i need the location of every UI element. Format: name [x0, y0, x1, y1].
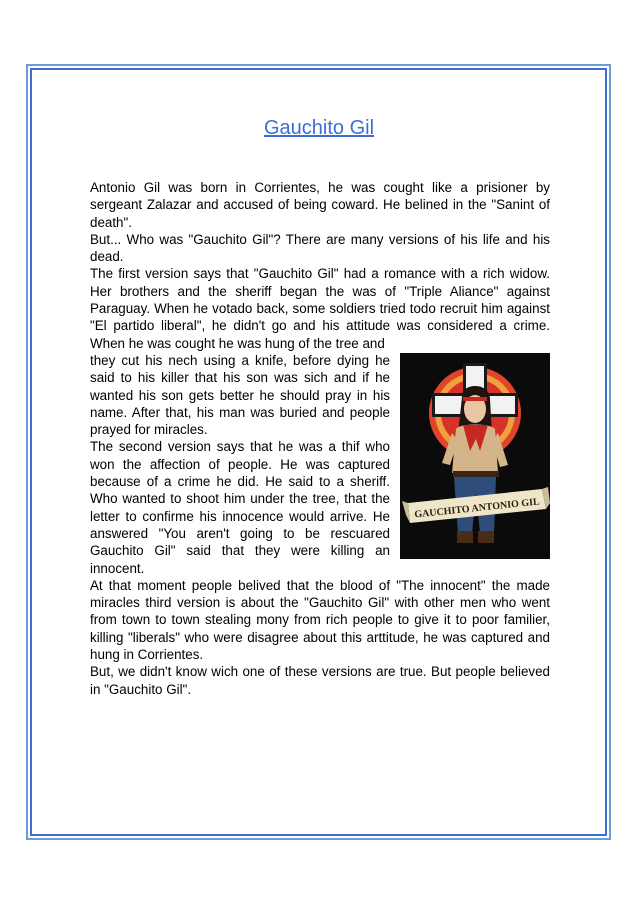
wrapped-section	[90, 352, 550, 577]
paragraph-1: Antonio Gil was born in Corrientes, he was cought like a prisioner by sergeant Zalazar and accused of being coward. He belined in the "Sanint of death".	[90, 180, 550, 230]
page-title: Gauchito Gil	[263, 117, 375, 139]
paragraph-3-start: The first version says that "Gauchito Gil" had a romance with a rich widow. Her brothers and the sheriff began the was of "Triple Aliance" against Paraguay. When he votado back, some soldiers tried todo recruit him against "El partido liberal", he didn't go and his attitude was considered a crime. When he was cought he was hung of the tree and	[90, 266, 550, 351]
paragraph-6: But, we didn't know wich one of these versions are true. But people believed in "Gauchito Gil".	[90, 664, 550, 697]
image-caption: GAUCHITO ANTONIO GIL	[413, 496, 541, 521]
gauchito-gil-image	[400, 353, 550, 559]
paragraph-3-container	[90, 265, 550, 351]
paragraph-2: But... Who was "Gauchito Gil"? There are many versions of his life and his dead.	[90, 231, 550, 265]
paragraph-5: At that moment people belived that the blood of "The innocent" the made miracles third version is about the "Gauchito Gil" with other men who went from town to town stealing mony from rich people to give it to poor familier, killing "liberals" who were disagree about this arttitude, he was captured and hung in Corrientes.	[90, 577, 550, 663]
paragraph-4: The second version says that he was a thif who won the affection of people. He was captured because of a crime he did. He said to a sheriff. Who wanted to shoot him under the tree, that the letter to confirme his innocence would arrive. He answered "You aren't going to be rescuared Gauchito Gil" said that they were killing an innocent.	[90, 439, 390, 576]
gauchito-gil-illustration	[400, 353, 550, 559]
paragraph-3-end: they cut his nech using a knife, before dying he said to his killer that his son was sich and if he wanted his son gets better he should pray in his name. After that, his man was buried and people prayed for miracles.	[90, 352, 390, 438]
document-body	[90, 179, 550, 698]
